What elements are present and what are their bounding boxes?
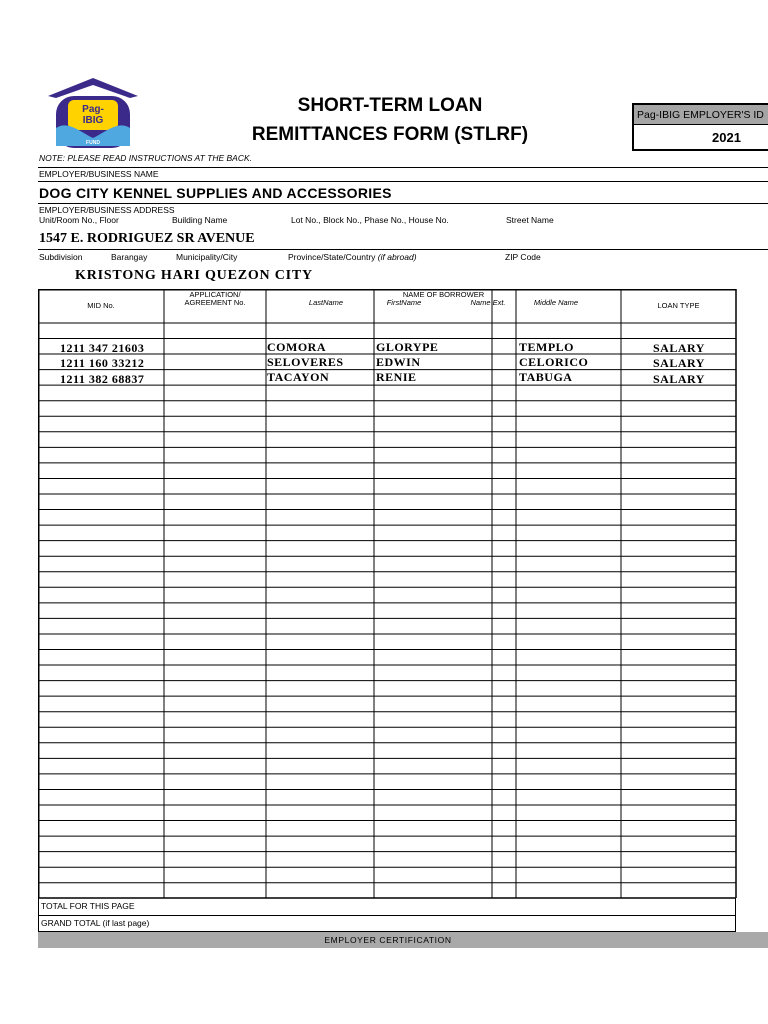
- divider: [38, 181, 768, 182]
- row3-middle-name[interactable]: TABUGA: [519, 370, 573, 384]
- address-line2-value[interactable]: KRISTONG HARI QUEZON CITY: [75, 268, 313, 283]
- row2-mid[interactable]: 1211 160 33212: [60, 356, 145, 370]
- row2-last-name[interactable]: SELOVERES: [267, 355, 344, 369]
- row2-loan-type[interactable]: SALARY: [653, 356, 705, 370]
- employer-id-label: Pag-IBIG EMPLOYER'S ID: [634, 105, 768, 125]
- row2-middle-name[interactable]: CELORICO: [519, 355, 589, 369]
- address-field-street: Street Name: [506, 215, 554, 225]
- divider: [38, 167, 768, 168]
- grand-total-row: [38, 916, 736, 932]
- address-field-province: [288, 252, 417, 262]
- employer-name-label: EMPLOYER/BUSINESS NAME: [39, 169, 159, 179]
- header-first-name: FirstName: [386, 298, 422, 307]
- row2-first-name[interactable]: EDWIN: [376, 355, 421, 369]
- header-name-of-borrower: NAME OF BORROWER: [402, 290, 485, 299]
- form-title-line2: REMITTANCES FORM (STLRF): [251, 124, 529, 145]
- address-field-municipality: Municipality/City: [176, 252, 238, 262]
- row3-first-name[interactable]: RENIE: [376, 370, 417, 384]
- row1-loan-type[interactable]: SALARY: [653, 341, 705, 355]
- address-field-unit: Unit/Room No., Floor: [39, 215, 119, 225]
- address-field-abroad: (if abroad): [377, 252, 417, 262]
- logo-text-1: Pag-: [82, 104, 104, 115]
- row3-loan-type[interactable]: SALARY: [653, 372, 705, 386]
- divider: [38, 203, 768, 204]
- header-loan-type: LOAN TYPE: [657, 301, 700, 310]
- header-application-2: AGREEMENT No.: [184, 298, 246, 307]
- row1-middle-name[interactable]: TEMPLO: [519, 340, 575, 354]
- instructions-note: NOTE: PLEASE READ INSTRUCTIONS AT THE BACK.: [39, 153, 253, 163]
- employer-id-box: [632, 103, 768, 151]
- row1-mid[interactable]: 1211 347 21603: [60, 341, 145, 355]
- header-last-name: LastName: [308, 298, 344, 307]
- total-for-this-page-row: [38, 898, 736, 916]
- divider: [38, 249, 768, 250]
- header-middle-name: Middle Name: [533, 298, 579, 307]
- address-field-lot: Lot No., Block No., Phase No., House No.: [291, 215, 449, 225]
- pagibig-logo: [46, 76, 140, 150]
- grand-total-label: GRAND TOTAL (if last page): [41, 918, 150, 928]
- row1-first-name[interactable]: GLORYPE: [376, 340, 439, 354]
- row1-last-name[interactable]: COMORA: [267, 340, 326, 354]
- address-field-building: Building Name: [172, 215, 228, 225]
- form-title-line1: SHORT-TERM LOAN: [297, 95, 483, 116]
- logo-text-2: IBIG: [82, 115, 104, 126]
- header-mid: MID No.: [87, 301, 115, 310]
- header-application-1: APPLICATION/: [189, 290, 241, 299]
- address-line1-value[interactable]: 1547 E. RODRIGUEZ SR AVENUE: [39, 231, 255, 246]
- year-value[interactable]: 2021: [712, 130, 741, 145]
- address-field-barangay: Barangay: [111, 252, 148, 262]
- row3-last-name[interactable]: TACAYON: [267, 370, 330, 384]
- employer-certification-bar: EMPLOYER CERTIFICATION: [38, 932, 768, 948]
- address-field-subdivision: Subdivision: [39, 252, 83, 262]
- logo-text-3: FUND: [86, 140, 100, 146]
- header-name-ext: Name Ext.: [470, 298, 506, 307]
- row3-mid[interactable]: 1211 382 68837: [60, 372, 145, 386]
- borrower-table: [38, 289, 737, 899]
- address-field-zip: ZIP Code: [505, 252, 541, 262]
- employer-name-value[interactable]: DOG CITY KENNEL SUPPLIES AND ACCESSORIES: [39, 185, 392, 201]
- address-field-province-text: Province/State/Country: [288, 252, 376, 262]
- employer-address-label: EMPLOYER/BUSINESS ADDRESS: [39, 205, 175, 215]
- total-for-this-page-label: TOTAL FOR THIS PAGE: [41, 901, 135, 911]
